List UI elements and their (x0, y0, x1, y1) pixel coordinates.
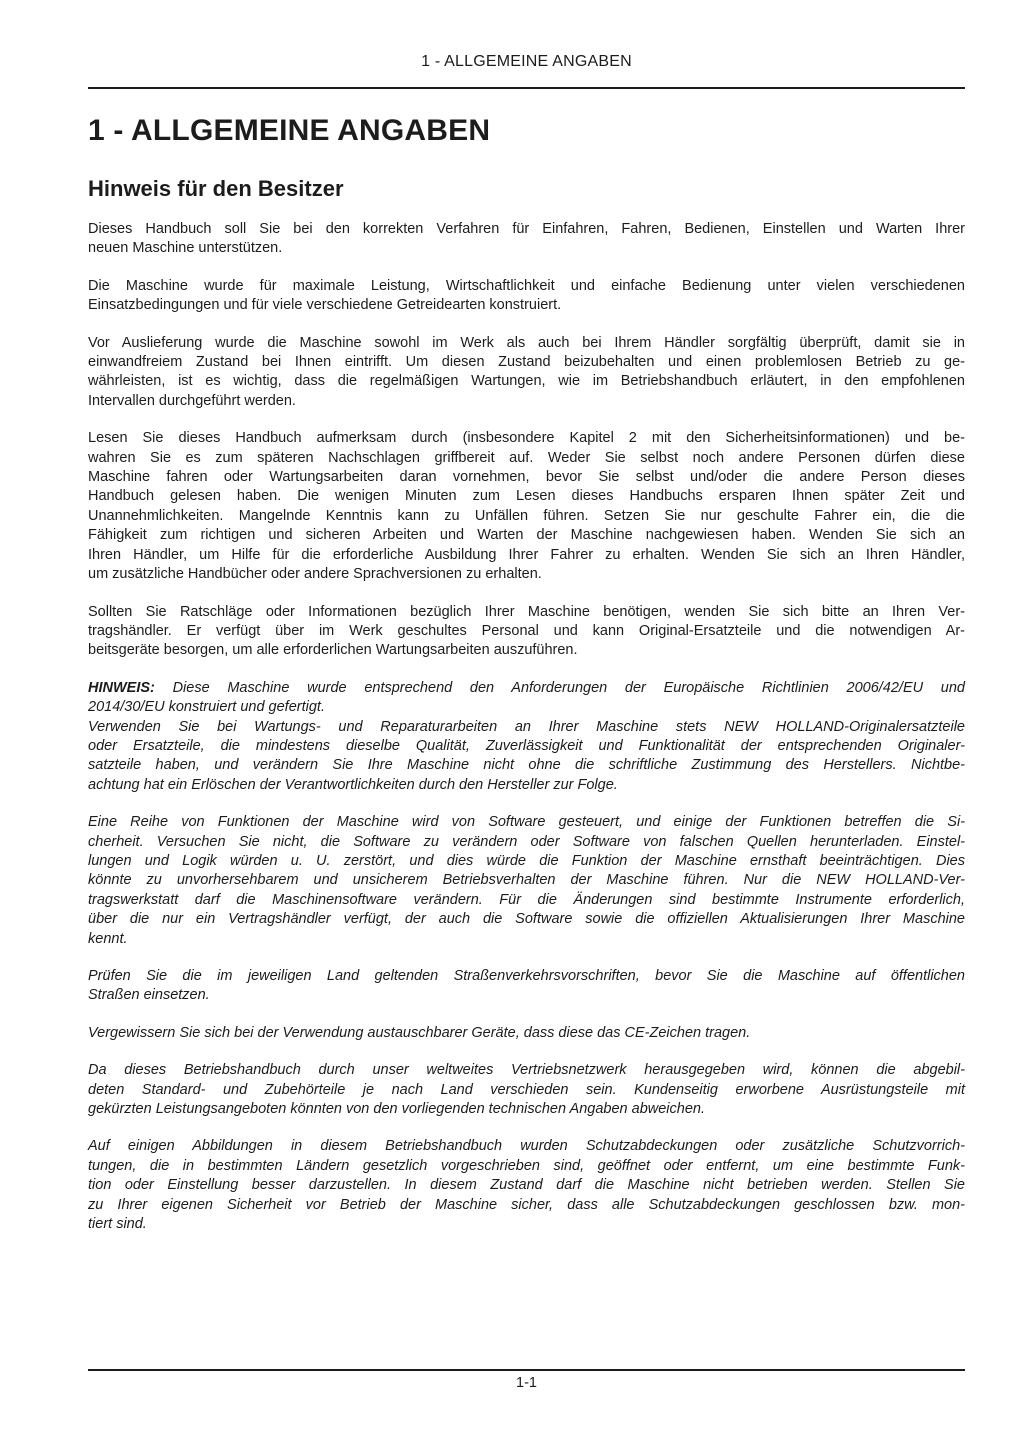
para-manual-purpose (88, 220, 965, 259)
text-line: achtung hat ein Erlöschen der Verantwortlichkeiten durch den Hersteller zur Folge. (88, 776, 618, 793)
text-line: Eine Reihe von Funktionen der Maschine wird von Software gesteuert, und einige der Funktionen betreffen die Si- (88, 814, 965, 831)
para-pre-delivery-inspection (88, 334, 965, 412)
text-line: Fähigkeit zum richtigen und sicheren Arbeiten und Warten der Maschine nachgewiesen haben. Wenden Sie sich an (88, 527, 965, 544)
para-ce-mark (88, 1024, 965, 1043)
chapter-title: 1 - ALLGEMEINE ANGABEN (88, 114, 491, 147)
text-line: Ihren Händler, um Hilfe für die erforderliche Ausbildung Ihrer Fahrer zu erhalten. Wenden Sie sich an Ihren Händler, (88, 546, 965, 563)
text-line: tragswerkstatt darf die Maschinensoftware verändern. Für die Änderungen sind bestimmte Instrumente erforderlich, (88, 891, 965, 908)
header-rule (88, 87, 965, 89)
text-line: Sollten Sie Ratschläge oder Informationen bezüglich Ihrer Maschine benötigen, wenden Sie sich bitte an Ihren Ver- (88, 603, 965, 620)
text-line: gekürzten Leistungsangeboten könnten von den vorliegenden technischen Angaben abweichen. (88, 1101, 705, 1118)
text-line: Verwenden Sie bei Wartungs- und Reparaturarbeiten an Ihrer Maschine stets NEW HOLLAND-Originalersatzteile (88, 718, 965, 735)
text-line: tragshändler. Er verfügt über im Werk geschultes Personal und kann Original-Ersatzteile und die notwendigen Ar- (88, 622, 965, 639)
content-column (88, 0, 965, 1234)
section-title: Hinweis für den Besitzer (88, 176, 344, 201)
text-line: tiert sind. (88, 1216, 147, 1233)
text-line: Vor Auslieferung wurde die Maschine sowohl im Werk als auch bei Ihrem Händler sorgfältig überprüft, damit sie in (88, 334, 965, 351)
para-dealer-support (88, 603, 965, 661)
text-line: Die Maschine wurde für maximale Leistung, Wirtschaftlichkeit und einfache Bedienung unter vielen verschiedenen (88, 277, 965, 294)
para-read-manual (88, 429, 965, 584)
note-eu-directives (88, 679, 965, 718)
note-label: HINWEIS: (88, 679, 155, 696)
text-line: Lesen Sie dieses Handbuch aufmerksam durch (insbesondere Kapitel 2 mit den Sicherheitsinformationen) und be- (88, 430, 965, 447)
text-line: Straßen einsetzen. (88, 987, 210, 1004)
text-line: Da dieses Betriebshandbuch durch unser weltweites Vertriebsnetzwerk herausgegeben wird, können die abgebil- (88, 1062, 965, 1079)
text-line: Maschine fahren oder Wartungsarbeiten daran vornehmen, bevor Sie selbst und/oder die andere Person dieses (88, 469, 965, 486)
text-line: um zusätzliche Handbücher oder andere Sprachversionen zu erhalten. (88, 566, 542, 583)
text-line: kennt. (88, 930, 128, 947)
text-line: Handbuch gelesen haben. Die wenigen Minuten zum Lesen dieses Handbuchs ersparen Ihnen später Zeit und (88, 488, 965, 505)
text-line: tion oder Einstellung besser darzustellen. In diesem Zustand darf die Maschine nicht betrieben werden. Stellen Sie (88, 1177, 965, 1194)
note-original-parts (88, 718, 965, 796)
para-software (88, 813, 965, 949)
body-text (88, 220, 965, 1234)
page-footer (88, 1369, 965, 1393)
para-guards-removed (88, 1137, 965, 1234)
text-line: beitsgeräte besorgen, um alle erforderlichen Wartungsarbeiten auszuführen. (88, 642, 578, 659)
text-line: 2014/30/EU konstruiert und gefertigt. (88, 699, 325, 716)
text-line: Intervallen durchgeführt werden. (88, 392, 296, 409)
text-line: könnte zu unvorhersehbarem und unsicherem Betriebsverhalten der Maschine führen. Nur die NEW HOLLAND-Ver- (88, 872, 965, 889)
text-line: wahren Sie es zum späteren Nachschlagen griffbereit auf. Weder Sie selbst noch andere Personen dürfen diese (88, 449, 965, 466)
text-line: neuen Maschine unterstützen. (88, 240, 283, 257)
text-line: Unannehmlichkeiten. Mangelnde Kenntnis kann zu Unfällen führen. Setzen Sie nur geschulte Fahrer ein, die die (88, 507, 965, 524)
text-line: HINWEIS: Diese Maschine wurde entsprechend den Anforderungen der Europäische Richtlinien 2006/42/EU und (88, 679, 965, 696)
text-line: tungen, die in bestimmten Ländern gesetzlich vorgeschrieben sind, geöffnet oder entfernt, um eine bestimmte Funk- (88, 1157, 965, 1174)
text-line: zu Ihrer eigenen Sicherheit vor Betrieb der Maschine sicher, dass alle Schutzabdeckungen geschlossen bzw. mon- (88, 1196, 965, 1213)
text-line: Dieses Handbuch soll Sie bei den korrekten Verfahren für Einfahren, Fahren, Bedienen, Einstellen und Warten Ihrer (88, 221, 965, 237)
para-machine-design (88, 277, 965, 316)
text-line: einwandfreiem Zustand bei Ihnen eintrifft. Um diesen Zustand beizubehalten und einen problemlosen Betrieb zu ge- (88, 354, 965, 371)
text-line: Einsatzbedingungen und für viele verschiedene Getreidearten konstruiert. (88, 297, 562, 314)
text-line: Prüfen Sie die im jeweiligen Land geltenden Straßenverkehrsvorschriften, bevor Sie die Maschine auf öffentlichen (88, 968, 965, 984)
text-line: Auf einigen Abbildungen in diesem Betriebshandbuch wurden Schutzabdeckungen oder zusätzliche Schutzvorrich- (88, 1138, 965, 1155)
para-regional-differences (88, 1061, 965, 1119)
text-line: Vergewissern Sie sich bei der Verwendung austauschbarer Geräte, dass diese das CE-Zeichen tragen. (88, 1024, 751, 1041)
page-number: 1-1 (516, 1375, 537, 1391)
text-line: cherheit. Versuchen Sie nicht, die Software zu verändern oder Software von falschen Quellen herunterladen. Einstel- (88, 833, 965, 850)
text-line: deten Standard- und Zubehörteile je nach Land verschieden sein. Kundenseitig erworbene Ausrüstungsteile mit (88, 1081, 965, 1098)
footer-rule (88, 1369, 965, 1371)
text-line: über die nur ein Vertragshändler verfügt, der auch die Software sowie die offiziellen Aktualisierungen Ihrer Maschine (88, 911, 965, 928)
text-line: oder Ersatzteile, die mindestens dieselbe Qualität, Zuverlässigkeit und Funktionalität der entsprechenden Originaler- (88, 737, 965, 754)
text-line: währleisten, ist es wichtig, dass die regelmäßigen Wartungen, wie im Betriebshandbuch erläutert, in den empfohlenen (88, 373, 965, 390)
text-line: satzteile haben, und verändern Sie Ihre Maschine nicht ohne die schriftliche Zustimmung des Herstellers. Nichtbe- (88, 757, 965, 774)
para-road-regulations (88, 967, 965, 1006)
running-header: 1 - ALLGEMEINE ANGABEN (421, 53, 632, 70)
text-line: lungen und Logik würden u. U. zerstört, und dies würde die Funktion der Maschine ernsthaft beeinträchtigen. Dies (88, 852, 965, 869)
